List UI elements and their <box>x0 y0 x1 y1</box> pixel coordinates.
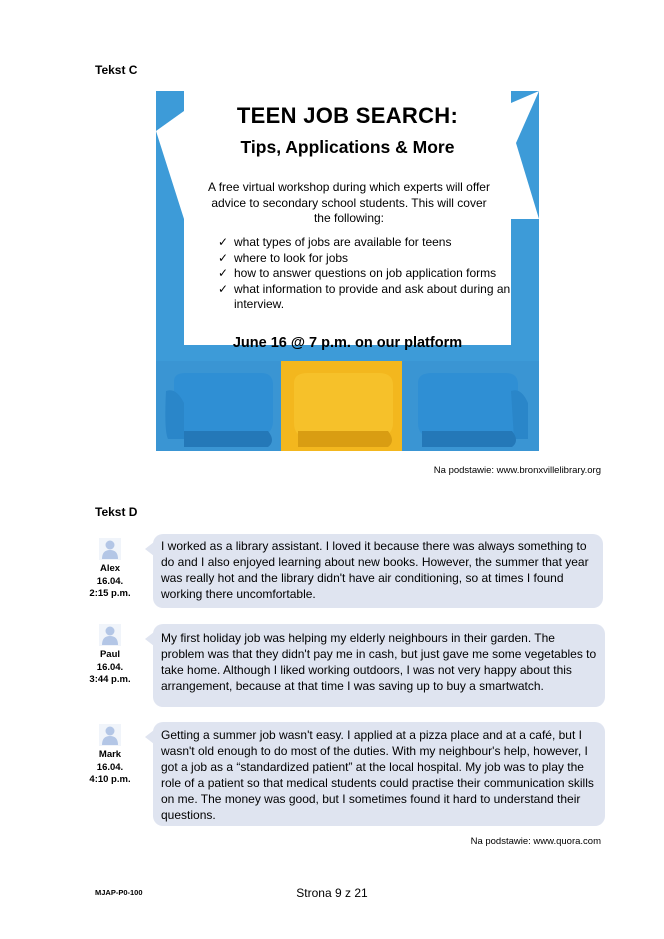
post-text: Getting a summer job wasn't easy. I applied at a pizza place and at a café, but I wasn't old enough to do most of the duties. With my neighbour's help, however, I got a job as a “standardized patient” at the local hospital. My job was to play the role of a patient so that medical students could practise their communication skills on me. The money was good, but I sometimes found it hard to understand their questions. <box>161 728 594 822</box>
yellow-chair-icon <box>294 373 393 447</box>
blue-chair-icon <box>418 373 528 447</box>
user-avatar-icon <box>99 538 121 560</box>
checkmark-icon: ✓ <box>218 250 229 265</box>
post-date: 16.04. <box>96 661 124 673</box>
source-note-d: Na podstawie: www.quora.com <box>470 836 601 847</box>
author-name: Alex <box>99 563 121 574</box>
post-author-paul <box>86 624 134 687</box>
source-note-c: Na podstawie: www.bronxvillelibrary.org <box>433 465 601 476</box>
post-text: I worked as a library assistant. I loved it because there was always something to do and I also enjoyed learning about new books. However, the summer that year was really hot and the library didn't have air conditioning, so at times I found working there uncomfortable. <box>161 539 589 601</box>
section-c-title: Tekst C <box>95 63 138 77</box>
poster-subtitle: Tips, Applications & More <box>240 137 455 157</box>
workshop-poster <box>156 91 539 451</box>
post-time: 2:15 p.m. <box>89 588 131 599</box>
post-author-mark <box>86 724 134 787</box>
post-bubble <box>153 534 603 608</box>
poster-topics-list <box>218 235 518 313</box>
poster-topic-item: ✓ where to look for jobs <box>218 250 349 265</box>
poster-topic-item: ✓ what types of jobs are available for teens <box>218 235 452 249</box>
checkmark-icon: ✓ <box>218 281 229 296</box>
author-name: Mark <box>98 749 122 760</box>
poster-intro: A free virtual workshop during which experts will offer advice to secondary school students. This will cover the following: <box>208 180 490 225</box>
post-bubble <box>153 624 605 707</box>
poster-title: TEEN JOB SEARCH: <box>236 103 459 128</box>
post-time: 3:44 p.m. <box>89 674 131 685</box>
checkmark-icon: ✓ <box>218 266 229 280</box>
page-number: Strona 9 z 21 <box>296 886 368 900</box>
post-text: My first holiday job was helping my elderly neighbours in their garden. The problem was that they didn't pay me in cash, but just gave me some vegetables to take home. Although I liked working outdoors, I was not very happy about this arrangement, because at that time I was saving up to buy a smartwatch. <box>161 631 597 693</box>
post-date: 16.04. <box>96 761 124 773</box>
checkmark-icon: ✓ <box>218 235 229 249</box>
exam-code: MJAP-P0-100 <box>95 888 143 897</box>
user-avatar-icon <box>99 724 121 746</box>
blue-chair-icon <box>165 373 273 447</box>
poster-date: June 16 @ 7 p.m. on our platform <box>232 335 463 351</box>
author-name: Paul <box>99 649 121 660</box>
poster-topic-item: ✓ how to answer questions on job application forms <box>218 266 497 280</box>
poster-topic-item: ✓ what information to provide and ask about during an interview. <box>218 281 511 311</box>
user-avatar-icon <box>99 624 121 646</box>
post-date: 16.04. <box>96 575 124 587</box>
post-author-alex <box>86 538 134 601</box>
section-d-title: Tekst D <box>95 505 138 519</box>
post-bubble <box>153 722 605 826</box>
post-time: 4:10 p.m. <box>89 774 131 785</box>
